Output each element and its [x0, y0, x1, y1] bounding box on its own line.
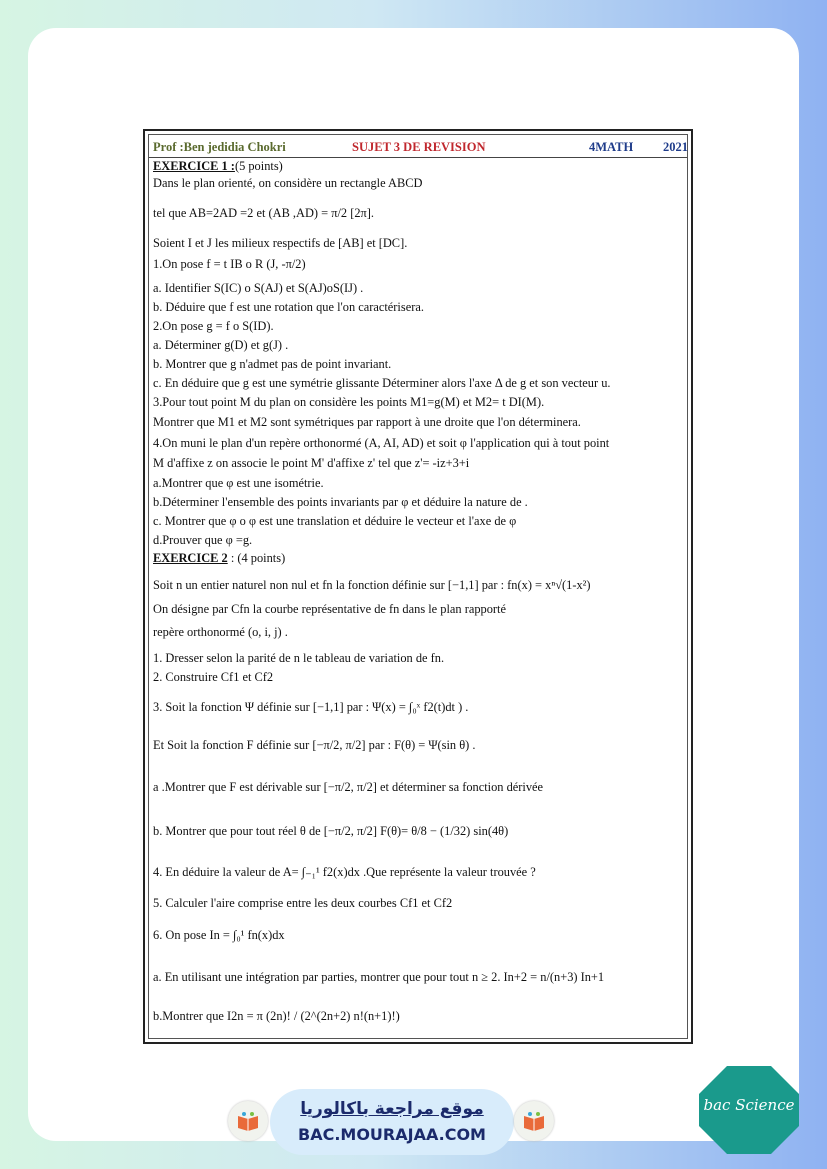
exercise-1-points: (5 points)	[234, 159, 283, 173]
site-name-arabic[interactable]: موقع مراجعة باكالوريا	[300, 1099, 484, 1119]
text-line: 1.On pose f = t IB o R (J, -π/2)	[153, 257, 306, 271]
exercise-1-title: EXERCICE 1 :	[153, 159, 235, 173]
text-line: Soit n un entier naturel non nul et fn la fonction définie sur [−1,1] par : fn(x) = xⁿ√(1-x²)	[153, 578, 591, 592]
text-line: b.Montrer que I2n = π (2n)! / (2^(2n+2) n!(n+1)!)	[153, 1009, 400, 1023]
text-line: Soient I et J les milieux respectifs de [AB] et [DC].	[153, 236, 408, 250]
exam-document	[143, 129, 693, 1044]
text-line: c. Montrer que φ o φ est une translation et déduire le vecteur et l'axe de φ	[153, 514, 517, 528]
subject-title: SUJET 3 DE REVISION	[352, 140, 486, 154]
text-line: 3. Soit la fonction Ψ définie sur [−1,1] par : Ψ(x) = ∫₀ˣ f2(t)dt ) .	[153, 700, 469, 714]
text-line: 3.Pour tout point M du plan on considère les points M1=g(M) et M2= t DI(M).	[153, 395, 545, 409]
class-level: 4MATH	[589, 140, 634, 154]
text-line: 1. Dresser selon la parité de n le tableau de variation de fn.	[153, 651, 445, 665]
text-line: Dans le plan orienté, on considère un rectangle ABCD	[153, 176, 423, 190]
exercise-2-heading	[153, 551, 285, 567]
text-line: a.Montrer que φ est une isométrie.	[153, 476, 324, 490]
badge-label: bac Science	[703, 1096, 795, 1114]
text-line: 2. Construire Cf1 et Cf2	[153, 670, 274, 684]
text-line: b.Déterminer l'ensemble des points invariants par φ et déduire la nature de .	[153, 495, 528, 509]
text-line: a. En utilisant une intégration par parties, montrer que pour tout n ≥ 2. In+2 = n/(n+3) In+1	[153, 970, 605, 984]
book-icon	[522, 1110, 546, 1132]
text-line: a. Déterminer g(D) et g(J) .	[153, 338, 289, 352]
text-line: b. Montrer que pour tout réel θ de [−π/2, π/2] F(θ)= θ/8 − (1/32) sin(4θ)	[153, 824, 509, 838]
text-line: b. Montrer que g n'admet pas de point invariant.	[153, 357, 392, 371]
header-divider	[149, 157, 687, 158]
text-line: repère orthonormé (o, i, j) .	[153, 625, 288, 639]
text-line: 2.On pose g = f o S(ID).	[153, 319, 274, 333]
text-line: tel que AB=2AD =2 et (AB ,AD) = π/2 [2π].	[153, 206, 375, 220]
text-line: d.Prouver que φ =g.	[153, 533, 253, 547]
author-name: Prof :Ben jedidia Chokri	[153, 140, 286, 154]
text-line: M d'affixe z on associe le point M' d'affixe z' tel que z'= -iz+3+i	[153, 456, 470, 470]
exercise-2-title: EXERCICE 2	[153, 551, 228, 565]
text-line: 4. En déduire la valeur de A= ∫₋₁¹ f2(x)dx .Que représente la valeur trouvée ?	[153, 865, 536, 879]
text-line: On désigne par Cfn la courbe représentative de fn dans le plan rapporté	[153, 602, 506, 616]
site-banner[interactable]	[270, 1089, 514, 1155]
document-header	[153, 140, 689, 156]
exercise-2-points: : (4 points)	[230, 551, 286, 565]
text-line: Montrer que M1 et M2 sont symétriques par rapport à une droite que l'on déterminera.	[153, 415, 581, 429]
text-line: a .Montrer que F est dérivable sur [−π/2, π/2] et déterminer sa fonction dérivée	[153, 780, 544, 794]
text-line: Et Soit la fonction F définie sur [−π/2, π/2] par : F(θ) = Ψ(sin θ) .	[153, 738, 476, 752]
exam-year: 2021	[663, 140, 688, 154]
text-line: 6. On pose In = ∫₀¹ fn(x)dx	[153, 928, 285, 942]
document-frame	[148, 134, 688, 1039]
site-url[interactable]: BAC.MOURAJAA.COM	[298, 1125, 486, 1144]
text-line: b. Déduire que f est une rotation que l'on caractérisera.	[153, 300, 424, 314]
bac-science-badge	[697, 1064, 801, 1156]
text-line: 5. Calculer l'aire comprise entre les deux courbes Cf1 et Cf2	[153, 896, 453, 910]
site-logo-right	[514, 1101, 554, 1141]
text-line: a. Identifier S(IC) o S(AJ) et S(AJ)oS(IJ) .	[153, 281, 364, 295]
text-line: c. En déduire que g est une symétrie glissante Déterminer alors l'axe Δ de g et son vecteur u.	[153, 376, 611, 390]
book-icon	[236, 1110, 260, 1132]
exercise-1-heading	[153, 159, 283, 175]
site-logo-left	[228, 1101, 268, 1141]
text-line: 4.On muni le plan d'un repère orthonormé (A, AI, AD) et soit φ l'application qui à tout point	[153, 436, 610, 450]
